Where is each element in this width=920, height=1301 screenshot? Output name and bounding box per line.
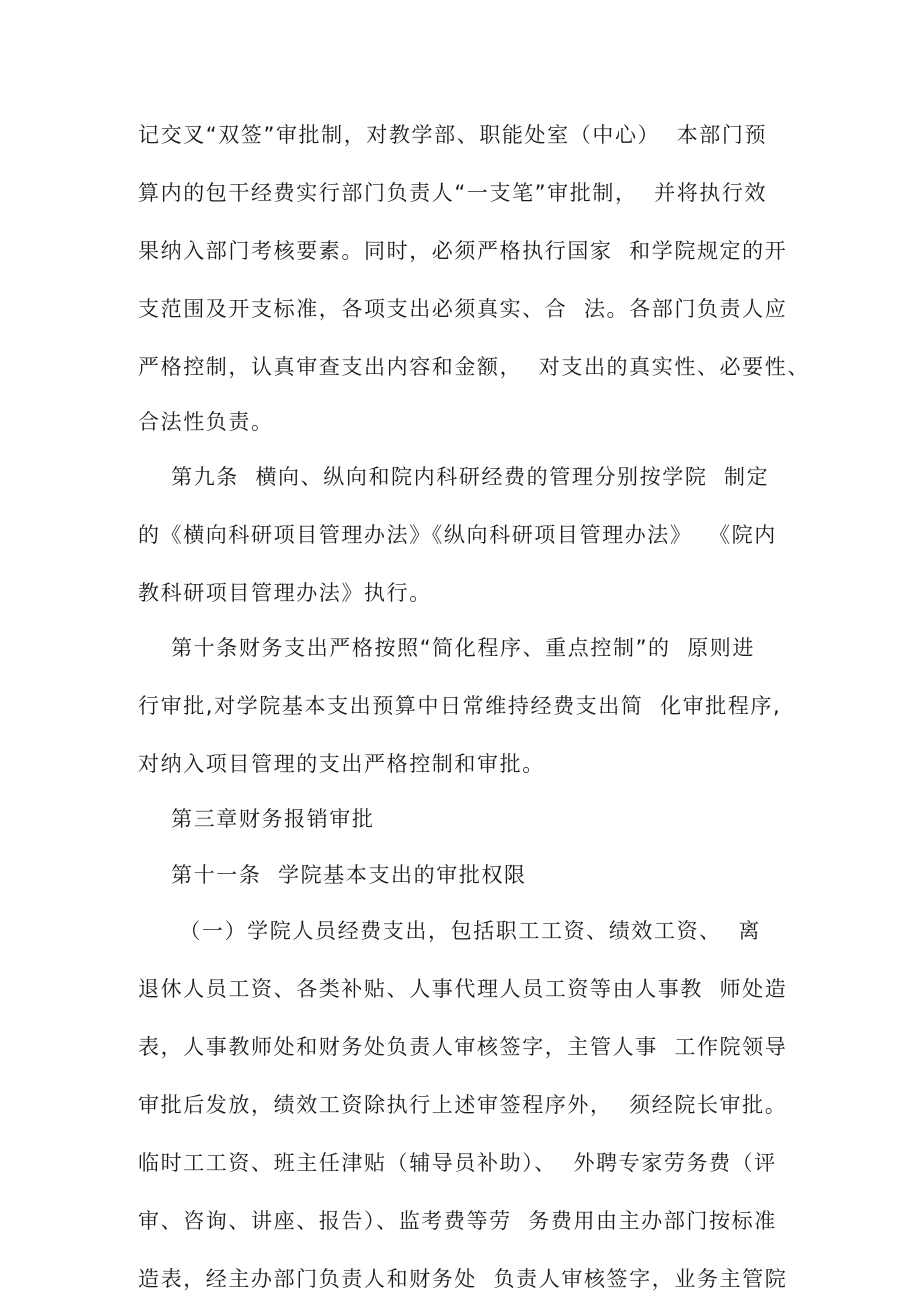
article-11-heading: 第十一条 学院基本支出的审批权限 xyxy=(138,863,527,887)
text-line: 表，人事教师处和财务处负责人审核签字，主管人事 工作院领导 xyxy=(138,1035,788,1059)
text-line: 行审批,对学院基本支出预算中日常维持经费支出简 化审批程序, xyxy=(138,694,782,718)
text-line: 记交叉“双签”审批制，对教学部、职能处室（中心） 本部门预 xyxy=(138,123,768,147)
text-line: 果纳入部门考核要素。同时，必须严格执行国家 和学院规定的开 xyxy=(138,239,788,263)
text-line: 教科研项目管理办法》执行。 xyxy=(138,581,432,605)
chapter-3-heading: 第三章财务报销审批 xyxy=(138,807,375,831)
text-line: 审、咨询、讲座、报告）、监考费等劳 务费用由主办部门按标准 xyxy=(138,1209,777,1233)
text-line: 合法性负责。 xyxy=(138,410,274,434)
text-line: 算内的包干经费实行部门负责人“一支笔”审批制， 并将执行效 xyxy=(138,181,768,205)
text-line: 临时工工资、班主任津贴（辅导员补助）、 外聘专家劳务费（评 xyxy=(138,1151,777,1175)
clause-1-start: （一）学院人员经费支出，包括职工工资、绩效工资、 离 xyxy=(138,919,761,943)
text-line: 退休人员工资、各类补贴、人事代理人员工资等由人事教 师处造 xyxy=(138,977,788,1001)
text-line: 对纳入项目管理的支出严格控制和审批。 xyxy=(138,752,545,776)
text-line: 造表，经主办部门负责人和财务处 负责人审核签字，业务主管院 xyxy=(138,1267,788,1291)
text-line: 严格控制，认真审查支出内容和金额， 对支出的真实性、必要性、 xyxy=(138,355,810,379)
text-line: 支范围及开支标准，各项支出必须真实、合 法。各部门负责人应 xyxy=(138,297,788,321)
article-9-heading: 第九条 横向、纵向和院内科研经费的管理分别按学院 制定 xyxy=(138,465,770,489)
text-line: 的《横向科研项目管理办法》《纵向科研项目管理办法》 《院内 xyxy=(138,523,777,547)
article-10-heading: 第十条财务支出严格按照“简化程序、重点控制”的 原则进 xyxy=(138,636,756,660)
text-line: 审批后发放，绩效工资除执行上述审签程序外， 须经院长审批。 xyxy=(138,1093,788,1117)
